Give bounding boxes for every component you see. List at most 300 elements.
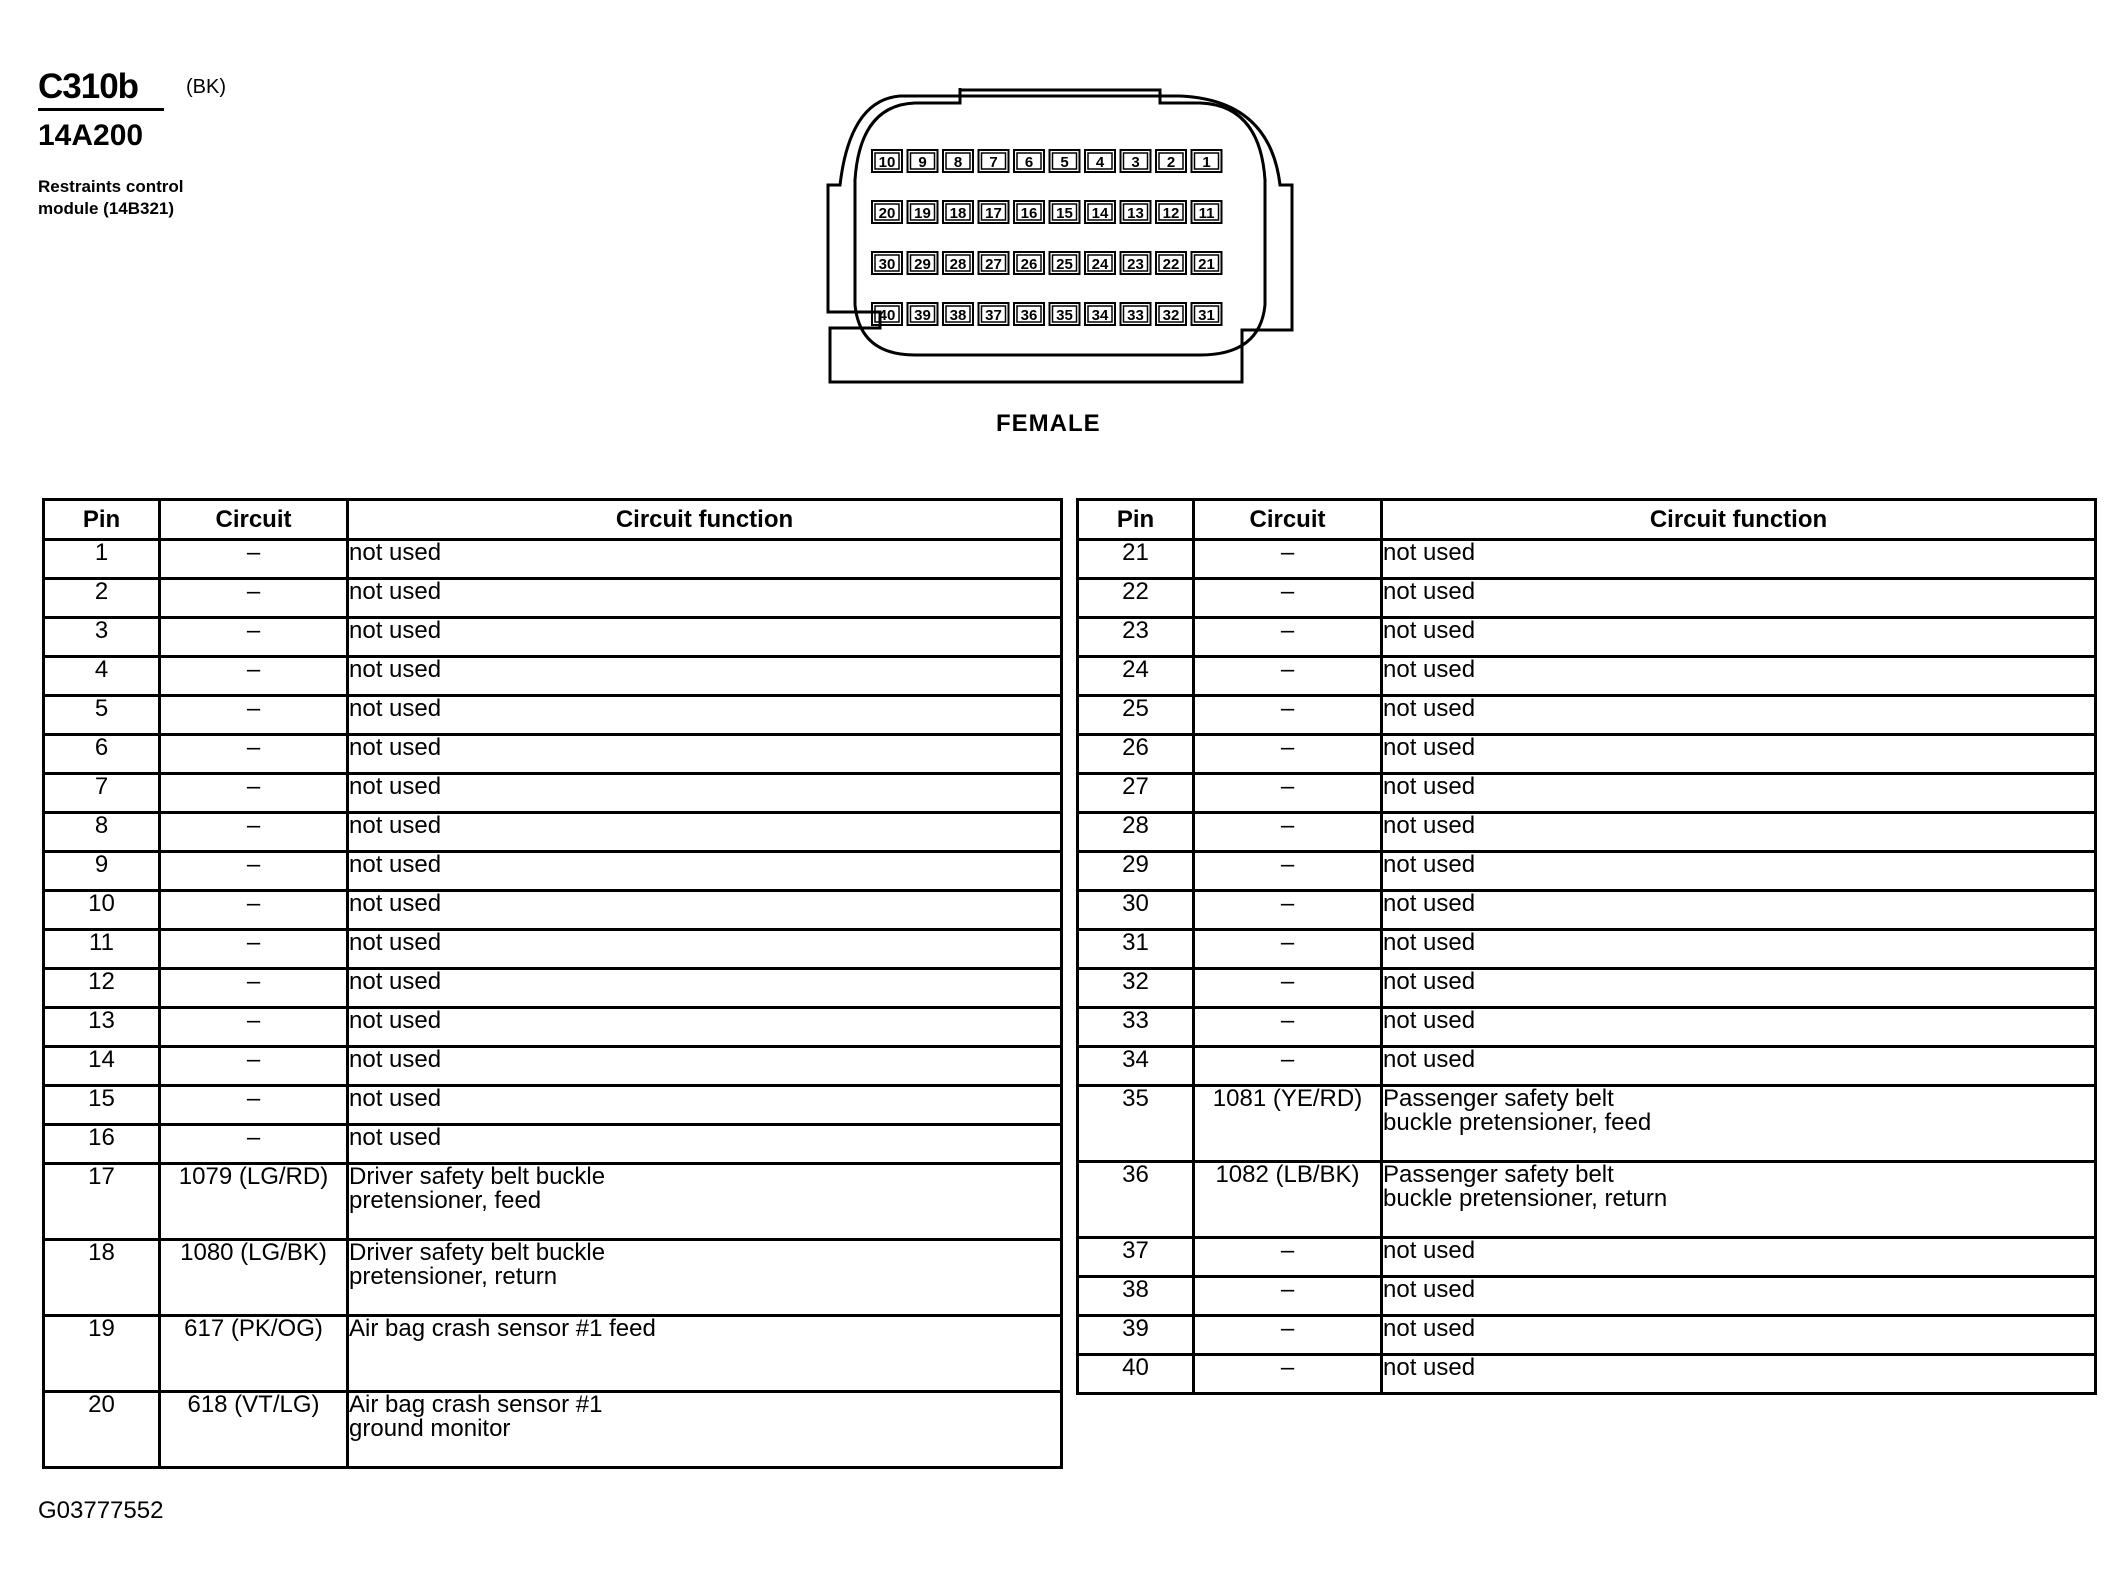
- pin-cavity: [1085, 303, 1115, 325]
- pin-cell-text: 38: [1122, 1276, 1149, 1303]
- function-cell-text: not used: [1383, 812, 1476, 839]
- connector-housing: [828, 88, 1292, 382]
- function-cell: [1382, 852, 2096, 891]
- circuit-cell-text: –: [246, 656, 261, 683]
- function-cell: [1382, 930, 2096, 969]
- pin-cell-text: 32: [1122, 968, 1149, 995]
- pin-grid: [872, 150, 1222, 325]
- table-row: [1078, 1047, 2096, 1086]
- circuit-cell: [1194, 1355, 1382, 1394]
- pin-cavity: [1156, 150, 1186, 172]
- header-circuit-function: Circuit function: [1382, 500, 2096, 540]
- circuit-cell-text: –: [246, 890, 261, 917]
- table-row: [44, 1125, 1062, 1164]
- table-row: [1078, 618, 2096, 657]
- pin-cell-text: 19: [88, 1315, 115, 1342]
- circuit-cell: [160, 1047, 348, 1086]
- pin-cavity: [1085, 201, 1115, 223]
- table-row: [44, 813, 1062, 852]
- function-cell-text: not used: [349, 1085, 442, 1112]
- circuit-cell-text: 1079 (LG/RD): [178, 1163, 329, 1190]
- function-cell: [348, 1240, 1062, 1316]
- function-cell-text: not used: [1383, 1315, 1476, 1342]
- pin-cavity: [1050, 303, 1080, 325]
- pin-number-label: 39: [914, 307, 931, 324]
- function-cell: [1382, 774, 2096, 813]
- function-cell: [348, 1047, 1062, 1086]
- table-row: [44, 579, 1062, 618]
- function-cell-text: Passenger safety belt buckle pretensioner, return: [1383, 1161, 1668, 1212]
- function-cell-text: not used: [1383, 890, 1476, 917]
- pin-cell: [44, 1086, 160, 1125]
- circuit-cell: [1194, 813, 1382, 852]
- function-cell: [348, 852, 1062, 891]
- pin-number-label: 3: [1131, 154, 1140, 171]
- pin-cell-text: 11: [89, 929, 114, 956]
- pin-number-label: 16: [1020, 205, 1038, 222]
- pin-cell-text: 8: [94, 812, 109, 839]
- circuit-cell: [160, 813, 348, 852]
- pin-number-label: 24: [1091, 256, 1109, 273]
- function-cell: [348, 1316, 1062, 1392]
- pin-cavity: [908, 252, 938, 274]
- pin-cell: [1078, 579, 1194, 618]
- pin-cavity: [1121, 303, 1151, 325]
- pin-cavity: [1014, 201, 1044, 223]
- pin-number-label: 27: [985, 256, 1002, 273]
- function-cell: [348, 696, 1062, 735]
- pin-cell: [1078, 1238, 1194, 1277]
- function-cell-text: not used: [349, 812, 442, 839]
- pin-number-label: 8: [953, 154, 963, 171]
- table-row: [1078, 1162, 2096, 1238]
- pin-number-label: 10: [878, 154, 896, 171]
- table-row: [1078, 540, 2096, 579]
- table-row: [44, 1392, 1062, 1468]
- function-cell: [348, 1125, 1062, 1164]
- function-cell: [348, 969, 1062, 1008]
- circuit-cell-text: –: [246, 539, 261, 566]
- pin-cell-text: 30: [1122, 890, 1149, 917]
- table-row: [1078, 1277, 2096, 1316]
- pin-number-label: 20: [878, 205, 896, 222]
- pin-number-label: 11: [1198, 205, 1215, 222]
- function-cell: [348, 618, 1062, 657]
- table-header-row: [44, 500, 1062, 540]
- function-cell-text: not used: [1383, 695, 1476, 722]
- pin-number-label: 26: [1020, 256, 1038, 273]
- table-row: [1078, 852, 2096, 891]
- function-cell: [1382, 1238, 2096, 1277]
- pin-number-label: 38: [949, 307, 967, 324]
- circuit-cell-text: –: [1280, 1354, 1295, 1381]
- pin-cell-text: 9: [94, 851, 109, 878]
- pin-cavity: [979, 150, 1009, 172]
- function-cell-text: Air bag crash sensor #1 feed: [349, 1315, 656, 1342]
- circuit-cell-text: –: [246, 1046, 261, 1073]
- function-cell: [1382, 891, 2096, 930]
- circuit-cell: [1194, 1162, 1382, 1238]
- pinout-table-right: [1076, 498, 2097, 1395]
- pin-cavity: [943, 150, 973, 172]
- header-circuit-function: Circuit function: [348, 500, 1062, 540]
- pin-cavity: [943, 201, 973, 223]
- function-cell-text: not used: [349, 734, 442, 761]
- pin-cell: [44, 1240, 160, 1316]
- circuit-cell-text: 1080 (LG/BK): [180, 1239, 327, 1266]
- pin-cell: [1078, 1355, 1194, 1394]
- circuit-cell: [160, 735, 348, 774]
- function-cell-text: Driver safety belt buckle pretensioner, return: [349, 1239, 606, 1290]
- pin-number-label: 5: [1060, 154, 1069, 171]
- pin-cell-text: 29: [1122, 851, 1149, 878]
- pin-number-label: 21: [1198, 256, 1215, 273]
- pin-cavity: [1121, 150, 1151, 172]
- circuit-cell-text: –: [246, 812, 261, 839]
- table-row: [1078, 696, 2096, 735]
- circuit-cell: [1194, 1316, 1382, 1355]
- pin-cell-text: 3: [94, 617, 109, 644]
- table-row: [1078, 813, 2096, 852]
- function-cell-text: not used: [1383, 1007, 1476, 1034]
- circuit-cell: [160, 1008, 348, 1047]
- pin-cavity: [943, 303, 973, 325]
- table-row: [44, 540, 1062, 579]
- pin-cavity: [1192, 201, 1222, 223]
- pin-number-label: 19: [914, 205, 931, 222]
- pin-cell-text: 4: [94, 656, 109, 683]
- pin-cell: [44, 813, 160, 852]
- circuit-cell-text: –: [1280, 656, 1295, 683]
- circuit-cell-text: –: [1280, 1276, 1295, 1303]
- table-row: [44, 852, 1062, 891]
- circuit-cell-text: –: [1280, 734, 1295, 761]
- pin-number-label: 32: [1162, 307, 1180, 324]
- part-number: 14A200: [38, 119, 144, 152]
- circuit-cell-text: –: [1280, 851, 1295, 878]
- pin-cell: [1078, 618, 1194, 657]
- circuit-cell-text: –: [1280, 1237, 1295, 1264]
- table-row: [44, 930, 1062, 969]
- pin-cell: [44, 969, 160, 1008]
- circuit-cell: [1194, 696, 1382, 735]
- table-row: [44, 618, 1062, 657]
- pin-cell-text: 40: [1122, 1354, 1149, 1381]
- pin-cavity: [1014, 252, 1044, 274]
- table-row: [44, 1164, 1062, 1240]
- function-cell-text: not used: [349, 578, 442, 605]
- pin-number-label: 9: [918, 154, 927, 171]
- pin-cell: [44, 579, 160, 618]
- pin-number-label: 29: [914, 256, 931, 273]
- function-cell: [348, 1086, 1062, 1125]
- pin-cell: [44, 1125, 160, 1164]
- table-row: [44, 1008, 1062, 1047]
- pin-cavity: [1050, 201, 1080, 223]
- pin-number-label: 22: [1162, 256, 1180, 273]
- circuit-cell-text: –: [1280, 578, 1295, 605]
- pin-number-label: 23: [1127, 256, 1144, 273]
- circuit-cell-text: –: [246, 1124, 261, 1151]
- circuit-cell: [160, 579, 348, 618]
- pin-cavity: [1085, 252, 1115, 274]
- pin-cavity: [943, 252, 973, 274]
- function-cell: [1382, 1316, 2096, 1355]
- function-cell-text: Driver safety belt buckle pretensioner, feed: [349, 1163, 606, 1214]
- pin-cell: [44, 1008, 160, 1047]
- pin-number-label: 18: [949, 205, 967, 222]
- function-cell: [348, 891, 1062, 930]
- function-cell-text: not used: [1383, 1276, 1476, 1303]
- circuit-cell-text: –: [246, 968, 261, 995]
- pin-cavity: [979, 252, 1009, 274]
- pin-cavity: [1050, 150, 1080, 172]
- function-cell-text: not used: [349, 1124, 442, 1151]
- circuit-cell-text: –: [246, 617, 261, 644]
- connector-gender-label: FEMALE: [996, 410, 1101, 437]
- circuit-cell-text: –: [1280, 1046, 1295, 1073]
- pin-cell: [1078, 1086, 1194, 1162]
- circuit-cell: [160, 1125, 348, 1164]
- pin-cell: [1078, 540, 1194, 579]
- table-row: [44, 696, 1062, 735]
- pin-number-label: 14: [1091, 205, 1109, 222]
- function-cell-text: not used: [349, 929, 442, 956]
- circuit-cell-text: 1082 (LB/BK): [1215, 1161, 1360, 1188]
- pin-cell: [44, 657, 160, 696]
- table-row: [44, 891, 1062, 930]
- circuit-cell: [1194, 852, 1382, 891]
- pin-cell: [44, 696, 160, 735]
- circuit-cell: [160, 1086, 348, 1125]
- pin-cell: [44, 774, 160, 813]
- function-cell: [348, 735, 1062, 774]
- pin-cavity: [1156, 201, 1186, 223]
- function-cell-text: not used: [1383, 539, 1476, 566]
- pin-number-label: 40: [878, 307, 896, 324]
- pin-cavity: [872, 252, 902, 274]
- circuit-cell: [160, 696, 348, 735]
- circuit-cell-text: –: [1280, 890, 1295, 917]
- circuit-cell: [160, 852, 348, 891]
- pin-cell-text: 16: [88, 1124, 115, 1151]
- pin-cell-text: 36: [1122, 1161, 1149, 1188]
- function-cell: [1382, 1162, 2096, 1238]
- circuit-cell: [160, 1164, 348, 1240]
- pin-cell-text: 10: [88, 890, 115, 917]
- pin-cavity: [908, 303, 938, 325]
- circuit-cell: [160, 1316, 348, 1392]
- pin-cell: [44, 891, 160, 930]
- function-cell: [348, 930, 1062, 969]
- circuit-cell: [1194, 1086, 1382, 1162]
- pin-cell-text: 12: [88, 968, 115, 995]
- pin-number-label: 33: [1127, 307, 1144, 324]
- circuit-cell: [1194, 579, 1382, 618]
- circuit-cell-text: –: [246, 851, 261, 878]
- table-row: [1078, 657, 2096, 696]
- circuit-cell-text: –: [1280, 1007, 1295, 1034]
- function-cell-text: not used: [349, 968, 442, 995]
- pin-cavity: [1156, 303, 1186, 325]
- function-cell-text: not used: [1383, 968, 1476, 995]
- pin-cell-text: 26: [1122, 734, 1149, 761]
- connector-face-diagram: [800, 80, 1300, 400]
- pin-cell-text: 33: [1122, 1007, 1149, 1034]
- pin-cell: [1078, 813, 1194, 852]
- circuit-cell-text: –: [246, 578, 261, 605]
- circuit-cell: [1194, 891, 1382, 930]
- circuit-cell-text: –: [1280, 929, 1295, 956]
- pin-cell: [1078, 930, 1194, 969]
- pin-cavity: [1156, 252, 1186, 274]
- pin-number-label: 13: [1127, 205, 1144, 222]
- function-cell-text: not used: [1383, 617, 1476, 644]
- pin-cell-text: 39: [1122, 1315, 1149, 1342]
- header-circuit: Circuit: [1194, 500, 1382, 540]
- circuit-cell-text: –: [1280, 539, 1295, 566]
- pin-cavity: [1192, 303, 1222, 325]
- pin-number-label: 15: [1056, 205, 1073, 222]
- function-cell-text: not used: [1383, 656, 1476, 683]
- header-pin: Pin: [44, 500, 160, 540]
- function-cell: [348, 1164, 1062, 1240]
- function-cell-text: not used: [349, 695, 442, 722]
- pin-cell: [44, 852, 160, 891]
- pin-number-label: 30: [878, 256, 896, 273]
- table-row: [1078, 1086, 2096, 1162]
- circuit-cell: [1194, 1238, 1382, 1277]
- function-cell: [1382, 969, 2096, 1008]
- pin-cell: [44, 1316, 160, 1392]
- function-cell-text: not used: [1383, 578, 1476, 605]
- pin-cell-text: 13: [88, 1007, 115, 1034]
- circuit-cell: [1194, 540, 1382, 579]
- function-cell-text: not used: [349, 617, 442, 644]
- pin-cell: [1078, 696, 1194, 735]
- circuit-cell-text: –: [246, 734, 261, 761]
- table-row: [44, 1240, 1062, 1316]
- pin-cell-text: 34: [1122, 1046, 1149, 1073]
- pin-cavity: [1014, 303, 1044, 325]
- function-cell-text: not used: [349, 1007, 442, 1034]
- pin-cell: [44, 735, 160, 774]
- pin-number-label: 4: [1095, 154, 1105, 171]
- function-cell: [348, 1008, 1062, 1047]
- pin-cell-text: 7: [94, 773, 109, 800]
- function-cell-text: not used: [1383, 1046, 1476, 1073]
- function-cell-text: not used: [1383, 1237, 1476, 1264]
- circuit-cell: [1194, 1277, 1382, 1316]
- pin-cell-text: 37: [1122, 1237, 1149, 1264]
- circuit-cell-text: 1081 (YE/RD): [1212, 1085, 1363, 1112]
- pin-cell-text: 1: [94, 539, 109, 566]
- circuit-cell: [160, 774, 348, 813]
- table-row: [1078, 735, 2096, 774]
- pin-cell: [1078, 969, 1194, 1008]
- circuit-cell: [160, 540, 348, 579]
- table-row: [1078, 1316, 2096, 1355]
- function-cell: [1382, 696, 2096, 735]
- circuit-cell-text: 618 (VT/LG): [187, 1391, 320, 1418]
- table-header-row: [1078, 500, 2096, 540]
- pin-number-label: 17: [985, 205, 1002, 222]
- pin-cell: [1078, 657, 1194, 696]
- document-id: G03777552: [38, 1497, 164, 1524]
- table-row: [1078, 1008, 2096, 1047]
- pin-cell-text: 28: [1122, 812, 1149, 839]
- circuit-cell: [160, 657, 348, 696]
- pin-cell-text: 23: [1122, 617, 1149, 644]
- pin-cell: [1078, 1047, 1194, 1086]
- function-cell: [1382, 1086, 2096, 1162]
- pin-cell: [1078, 774, 1194, 813]
- circuit-cell: [1194, 969, 1382, 1008]
- circuit-cell: [1194, 774, 1382, 813]
- function-cell-text: not used: [1383, 851, 1476, 878]
- function-cell-text: not used: [1383, 734, 1476, 761]
- function-cell-text: not used: [349, 656, 442, 683]
- pin-cell-text: 24: [1122, 656, 1149, 683]
- pin-cell-text: 27: [1122, 773, 1149, 800]
- pinout-table-left: [42, 498, 1063, 1469]
- function-cell-text: Air bag crash sensor #1 ground monitor: [349, 1391, 603, 1442]
- circuit-cell-text: –: [1280, 812, 1295, 839]
- pin-number-label: 34: [1091, 307, 1109, 324]
- circuit-cell: [1194, 657, 1382, 696]
- pin-number-label: 31: [1198, 307, 1215, 324]
- circuit-cell: [1194, 735, 1382, 774]
- pin-cavity: [979, 201, 1009, 223]
- pin-cavity: [1192, 252, 1222, 274]
- function-cell-text: not used: [349, 773, 442, 800]
- pin-number-label: 6: [1024, 154, 1034, 171]
- pin-cavity: [1121, 201, 1151, 223]
- circuit-cell-text: –: [1280, 617, 1295, 644]
- pin-number-label: 25: [1056, 256, 1073, 273]
- pin-number-label: 7: [989, 154, 998, 171]
- pin-cell-text: 2: [94, 578, 109, 605]
- pin-number-label: 36: [1020, 307, 1038, 324]
- table-row: [44, 1047, 1062, 1086]
- function-cell: [348, 774, 1062, 813]
- function-cell: [1382, 579, 2096, 618]
- table-row: [44, 774, 1062, 813]
- pin-cell-text: 18: [88, 1239, 115, 1266]
- pin-cell-text: 20: [88, 1391, 115, 1418]
- pin-cell: [1078, 735, 1194, 774]
- pin-number-label: 37: [985, 307, 1002, 324]
- circuit-cell: [160, 891, 348, 930]
- pin-number-label: 2: [1166, 154, 1176, 171]
- table-row: [44, 657, 1062, 696]
- function-cell: [348, 579, 1062, 618]
- function-cell: [348, 813, 1062, 852]
- header-circuit: Circuit: [160, 500, 348, 540]
- pin-cell: [1078, 891, 1194, 930]
- pin-cell: [1078, 852, 1194, 891]
- pin-cavity: [1050, 252, 1080, 274]
- pin-cell-text: 25: [1122, 695, 1149, 722]
- function-cell-text: not used: [1383, 929, 1476, 956]
- circuit-cell-text: 617 (PK/OG): [184, 1315, 323, 1342]
- table-row: [1078, 579, 2096, 618]
- circuit-cell-text: –: [246, 1085, 261, 1112]
- pin-cell-text: 6: [94, 734, 109, 761]
- function-cell-text: not used: [349, 539, 442, 566]
- function-cell: [348, 1392, 1062, 1468]
- pin-cavity: [872, 201, 902, 223]
